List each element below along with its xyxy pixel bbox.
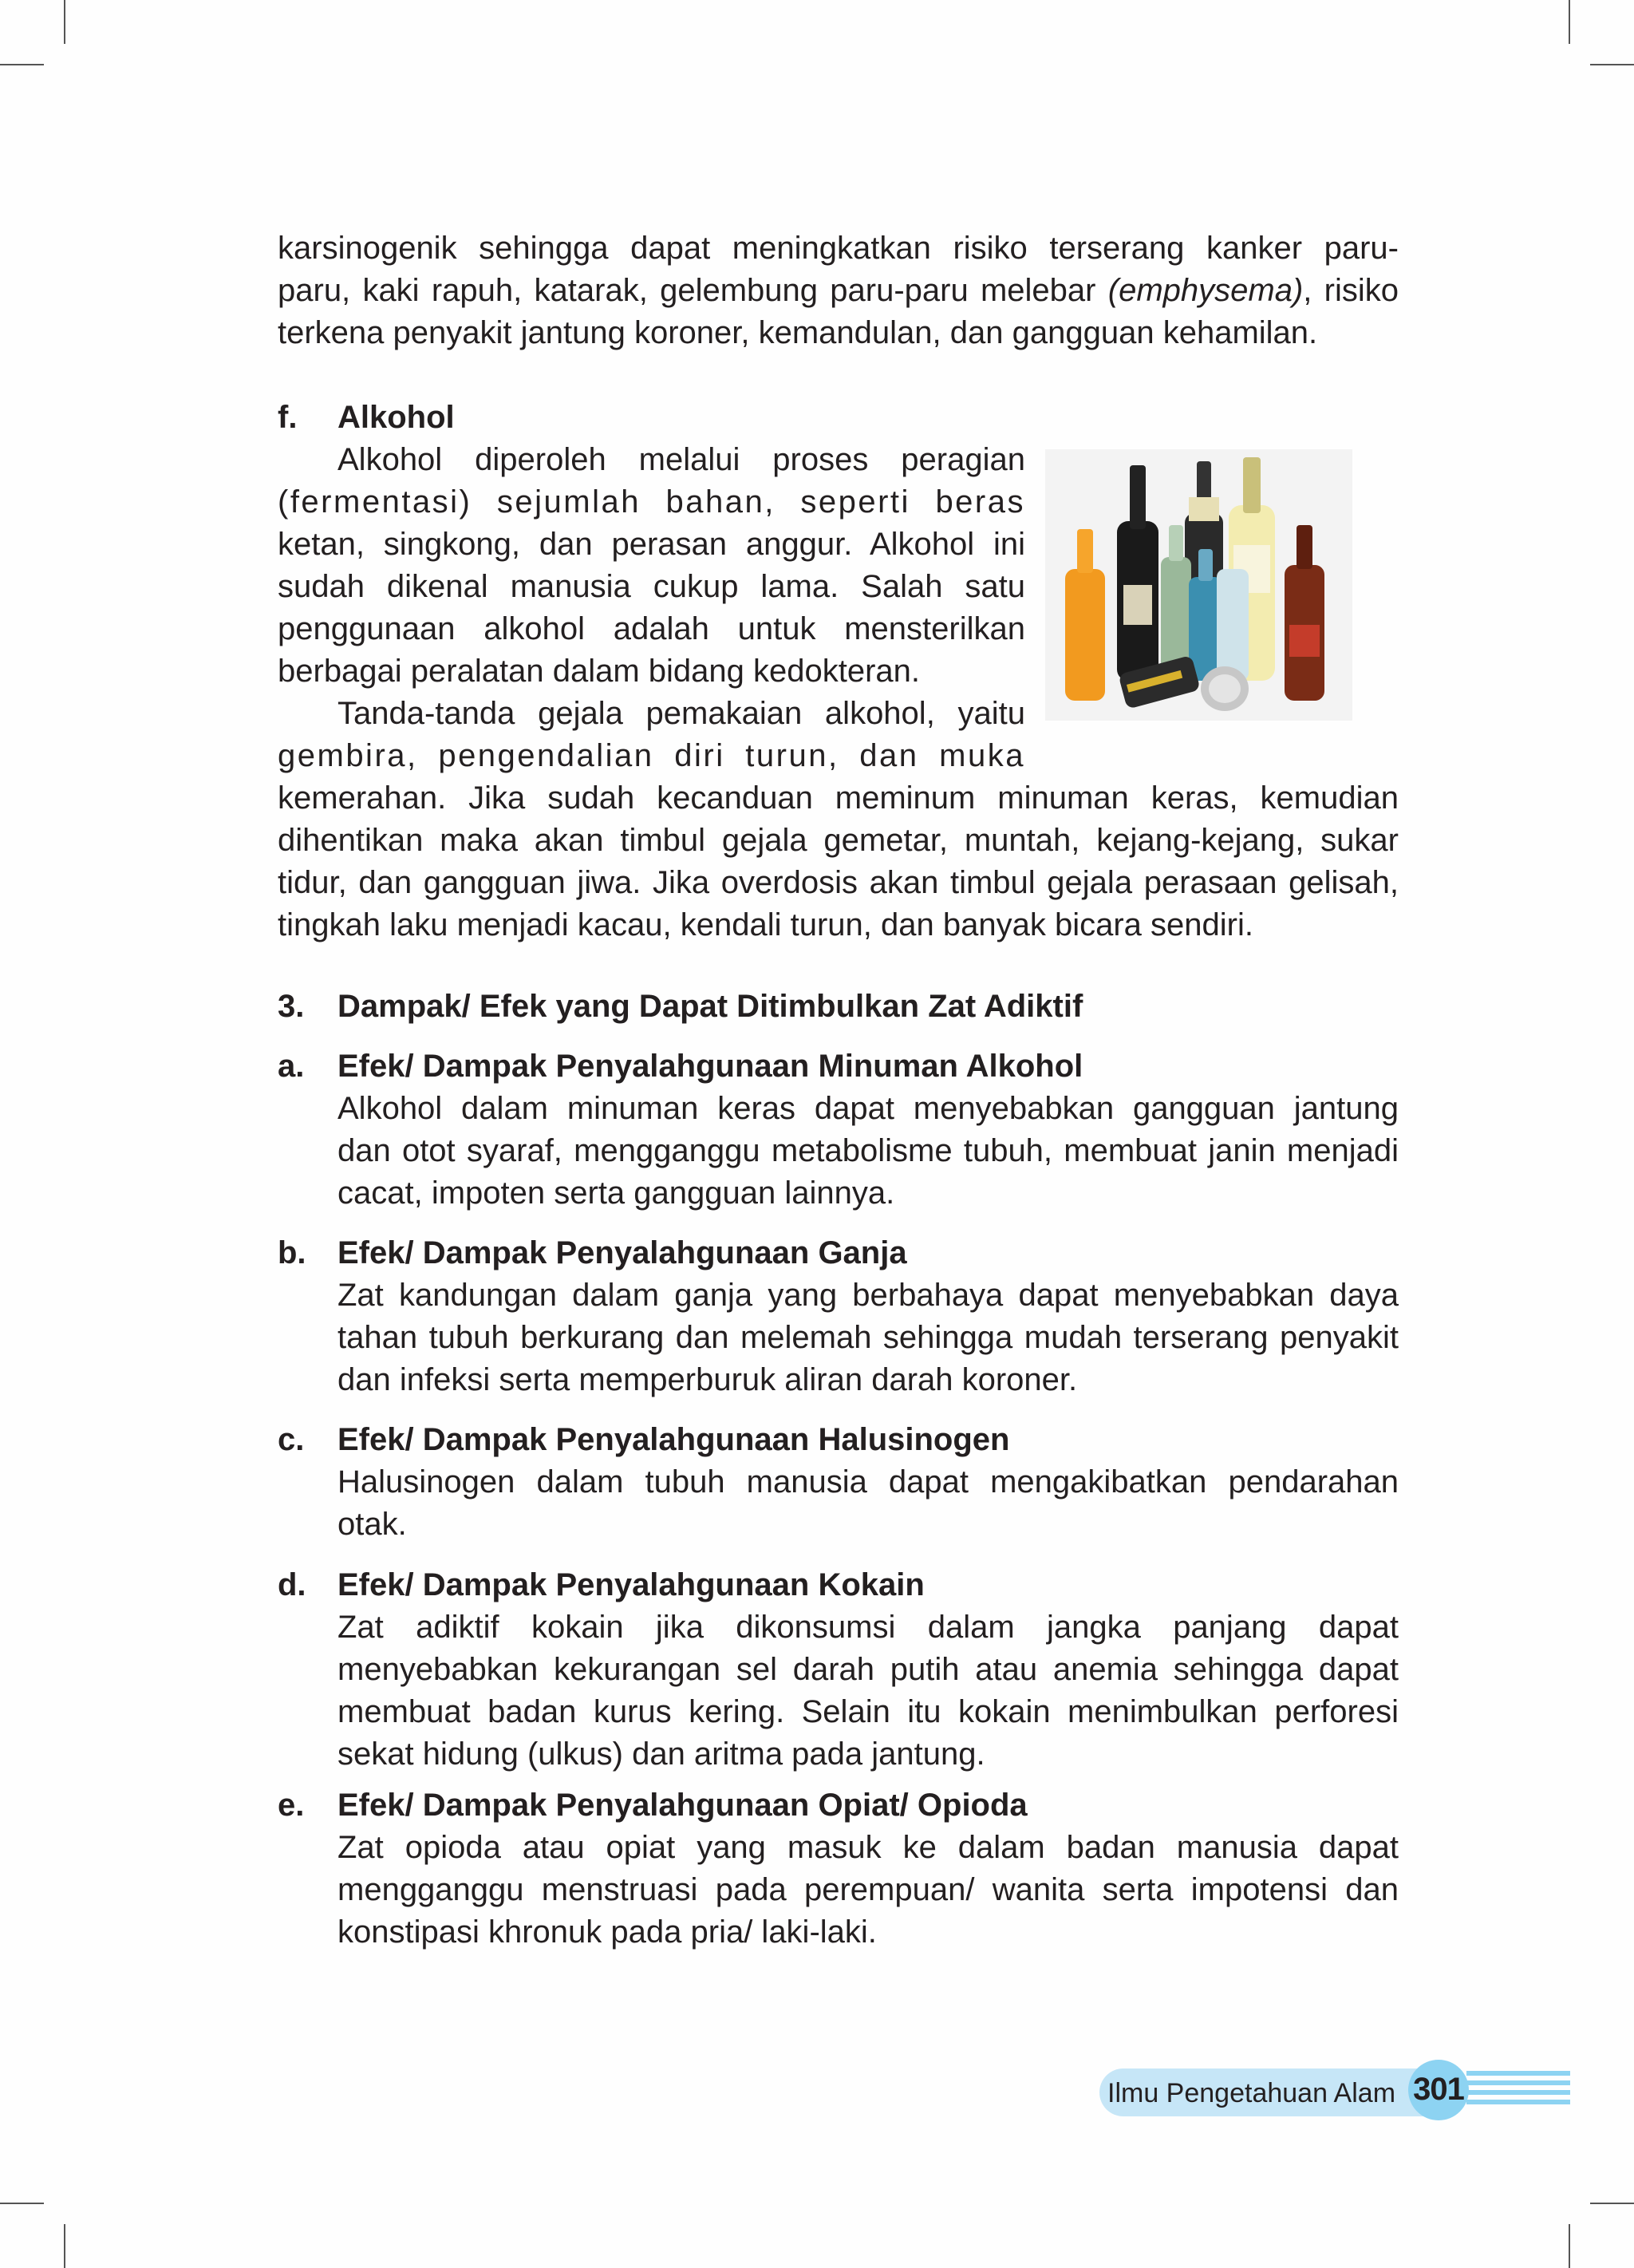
crop-mark xyxy=(1569,2224,1570,2268)
bottles-illustration xyxy=(1045,449,1352,721)
text-line: (fermentasi) sejumlah bahan, seperti beras xyxy=(278,484,1025,520)
heading-title: Alkohol xyxy=(337,400,455,435)
crop-mark xyxy=(64,2224,65,2268)
text-line: gembira, pengendalian diri turun, dan muka xyxy=(278,738,1025,773)
item-marker: d. xyxy=(278,1567,306,1602)
text-line: tingkah laku menjadi kacau, kendali turun, dan banyak bicara sendiri. xyxy=(278,907,1253,942)
text-line: berbagai peralatan dalam bidang kedokteran. xyxy=(278,654,921,689)
text-line: Alkohol diperoleh melalui proses peragian xyxy=(337,442,1025,477)
text-line: Zat adiktif kokain jika dikonsumsi dalam jangka panjang dapat xyxy=(337,1610,1399,1645)
book-title: Ilmu Pengetahuan Alam xyxy=(1107,2078,1396,2108)
heading-title: Dampak/ Efek yang Dapat Ditimbulkan Zat Adiktif xyxy=(337,989,1083,1024)
item-title: Efek/ Dampak Penyalahgunaan Kokain xyxy=(337,1567,925,1602)
text-line: konstipasi khronuk pada pria/ laki-laki. xyxy=(337,1914,877,1950)
item-title: Efek/ Dampak Penyalahgunaan Minuman Alkohol xyxy=(337,1049,1083,1084)
page-number: 301 xyxy=(1413,2072,1464,2107)
text-line: penggunaan alkohol adalah untuk mensterilkan xyxy=(278,611,1025,646)
text-line: karsinogenik sehingga dapat meningkatkan risiko terserang kanker paru- xyxy=(278,231,1399,266)
text-line: tahan tubuh berkurang dan melemah sehingga mudah terserang penyakit xyxy=(337,1320,1399,1355)
alkohol-paragraph-2 xyxy=(278,693,1399,946)
text-line: mengganggu menstruasi pada perempuan/ wanita serta impotensi dan xyxy=(337,1872,1399,1907)
text-line: dan infeksi serta memperburuk aliran darah koroner. xyxy=(337,1362,1078,1397)
item-marker: e. xyxy=(278,1788,305,1823)
text-line: cacat, impoten serta gangguan lainnya. xyxy=(337,1175,895,1211)
text-line: dan otot syaraf, mengganggu metabolisme tubuh, membuat janin menjadi xyxy=(337,1133,1399,1168)
text-line: membuat badan kurus kering. Selain itu kokain menimbulkan perforesi xyxy=(337,1694,1399,1729)
text-line: Alkohol dalam minuman keras dapat menyebabkan gangguan jantung xyxy=(337,1091,1399,1126)
intro-paragraph xyxy=(278,227,1399,354)
text-line: ketan, singkong, dan perasan anggur. Alkohol ini xyxy=(278,527,1025,562)
text-line: paru, kaki rapuh, katarak, gelembung paru-paru melebar (emphysema), risiko xyxy=(278,273,1399,308)
item-title: Efek/ Dampak Penyalahgunaan Opiat/ Opioda xyxy=(337,1788,1028,1823)
text-line: tidur, dan gangguan jiwa. Jika overdosis akan timbul gejala perasaan gelisah, xyxy=(278,865,1399,900)
text-line: menyebabkan kekurangan sel darah putih atau anemia sehingga dapat xyxy=(337,1652,1399,1687)
crop-mark xyxy=(0,2203,44,2204)
text-line: kemerahan. Jika sudah kecanduan meminum minuman keras, kemudian xyxy=(278,780,1399,816)
crop-mark xyxy=(1590,2203,1634,2204)
crop-mark xyxy=(64,0,65,44)
text-line: otak. xyxy=(337,1507,407,1542)
alkohol-paragraph-1 xyxy=(278,439,1025,693)
text-line: terkena penyakit jantung koroner, kemandulan, dan gangguan kehamilan. xyxy=(278,315,1318,350)
item-marker: b. xyxy=(278,1235,306,1270)
crop-mark xyxy=(0,64,44,65)
item-marker: a. xyxy=(278,1049,305,1084)
text-line: dihentikan maka akan timbul gejala gemetar, muntah, kejang-kejang, sukar xyxy=(278,823,1399,858)
text-line: sekat hidung (ulkus) dan aritma pada jantung. xyxy=(337,1737,985,1772)
text-line: Zat opioda atau opiat yang masuk ke dalam badan manusia dapat xyxy=(337,1830,1399,1865)
crop-mark xyxy=(1569,0,1570,44)
text-line: Zat kandungan dalam ganja yang berbahaya dapat menyebabkan daya xyxy=(337,1278,1399,1313)
item-marker: c. xyxy=(278,1422,305,1457)
footer-stripes xyxy=(1466,2071,1570,2109)
text-line: sudah dikenal manusia cukup lama. Salah satu xyxy=(278,569,1025,604)
item-title: Efek/ Dampak Penyalahgunaan Ganja xyxy=(337,1235,907,1270)
item-title: Efek/ Dampak Penyalahgunaan Halusinogen xyxy=(337,1422,1010,1457)
alcohol-bottles-photo xyxy=(1045,449,1352,721)
text-line: Halusinogen dalam tubuh manusia dapat mengakibatkan pendarahan xyxy=(337,1464,1399,1499)
heading-marker: 3. xyxy=(278,989,305,1024)
text-line: Tanda-tanda gejala pemakaian alkohol, yaitu xyxy=(337,696,1025,731)
emphysema-term: (emphysema) xyxy=(1107,273,1304,308)
heading-marker: f. xyxy=(278,400,298,435)
crop-mark xyxy=(1590,64,1634,65)
